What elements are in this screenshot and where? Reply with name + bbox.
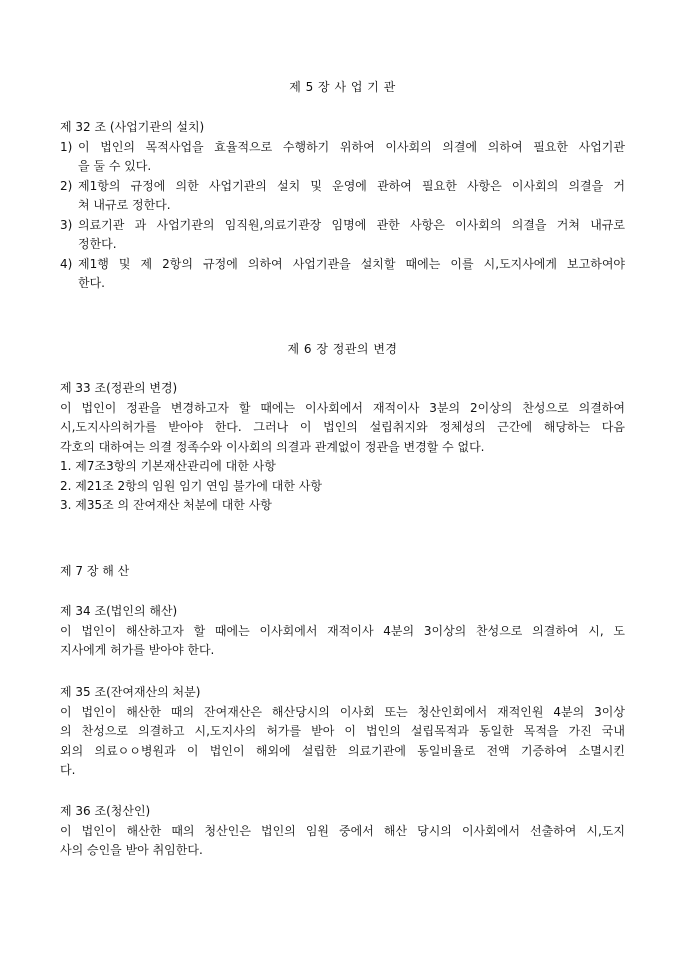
paragraph-line: 다. (60, 763, 76, 777)
item-line: 쳐 내규로 정한다. (78, 198, 171, 212)
item-number: 3) (60, 217, 73, 232)
paragraph-line: 시,도지사의허가를 받아야 한다. 그러나 이 법인의 설립취지와 정체성의 근간에 해당하는 다음 (60, 420, 625, 434)
article-34-heading: 제 34 조(법인의 해산) (60, 604, 178, 618)
paragraph-line: 지사에게 허가를 받아야 한다. (60, 643, 215, 657)
paragraph-line: 이 법인이 해산하고자 할 때에는 이사회에서 재적이사 4분의 3이상의 찬성으로 의결하여 시, 도 (60, 623, 625, 638)
item-number: 1) (60, 139, 73, 154)
item-line: 한다. (78, 276, 105, 290)
article-35 (60, 683, 625, 781)
item-number: 4) (60, 256, 73, 271)
article-32 (60, 118, 625, 294)
article-36 (60, 802, 625, 861)
paragraph-line: 이 법인이 해산한 때의 청산인은 법인의 임원 중에서 해산 당시의 이사회에서 선출하여 시,도지 (60, 823, 625, 838)
item-line: 이 법인의 목적사업을 효율적으로 수행하기 위하여 이사회의 의결에 의하여 필요한 사업기관 (78, 139, 625, 154)
paragraph-line: 의 찬성으로 의결하고 시,도지사의 허가를 받아 이 법인의 설립목적과 동일한 목적을 가진 국내 (60, 724, 625, 738)
article-33-heading: 제 33 조(정관의 변경) (60, 381, 178, 395)
list-item: 1. 제7조3항의 기본재산관리에 대한 사항 (60, 459, 276, 473)
article-32-item-1 (60, 138, 625, 177)
article-32-heading: 제 32 조 (사업기관의 설치) (60, 120, 205, 134)
article-32-item-3 (60, 216, 625, 255)
article-34 (60, 602, 625, 661)
item-number: 2) (60, 178, 73, 193)
list-item: 2. 제21조 2항의 임원 임기 연임 불가에 대한 사항 (60, 478, 322, 493)
article-36-heading: 제 36 조(청산인) (60, 804, 151, 818)
chapter-6-title: 제 6 장 정관의 변경 (287, 342, 398, 356)
item-line: 제1항의 규정에 의한 사업기관의 설치 및 운영에 관하여 필요한 사항은 이사회의 의결을 거 (78, 178, 625, 193)
paragraph-line: 이 법인이 정관을 변경하고자 할 때에는 이사회에서 재적이사 3분의 2이상의 찬성으로 의결하여 (60, 400, 625, 415)
article-32-item-4 (60, 255, 625, 294)
article-35-heading: 제 35 조(잔여재산의 처분) (60, 685, 201, 699)
list-item: 3. 제35조 의 잔여재산 처분에 대한 사항 (60, 498, 272, 512)
chapter-7-title: 제 7 장 해 산 (60, 564, 130, 578)
paragraph-line: 외의 의료ㅇㅇ병원과 이 법인이 해외에 설립한 의료기관에 동일비율로 전액 기증하여 소멸시킨 (60, 743, 625, 758)
paragraph-line: 각호의 대하여는 의결 정족수와 이사회의 의결과 관계없이 정관을 변경할 수 없다. (60, 439, 485, 454)
article-33 (60, 379, 625, 516)
paragraph-line: 이 법인이 해산한 때의 잔여재산은 해산당시의 이사회 또는 청산인회에서 재적인원 4분의 3이상 (60, 704, 625, 719)
paragraph-line: 사의 승인을 받아 취임한다. (60, 843, 203, 857)
chapter-5-title: 제 5 장 사 업 기 관 (289, 80, 396, 94)
item-line: 제1행 및 제 2항의 규정에 의하여 사업기관을 설치할 때에는 이를 시,도지사에게 보고하여야 (78, 256, 625, 271)
item-line: 정한다. (78, 237, 117, 251)
article-32-item-2 (60, 177, 625, 216)
item-line: 의료기관 과 사업기관의 임직원,의료기관장 임명에 관한 사항은 이사회의 의결을 거쳐 내규로 (78, 217, 625, 232)
item-line: 을 둘 수 있다. (78, 159, 152, 173)
